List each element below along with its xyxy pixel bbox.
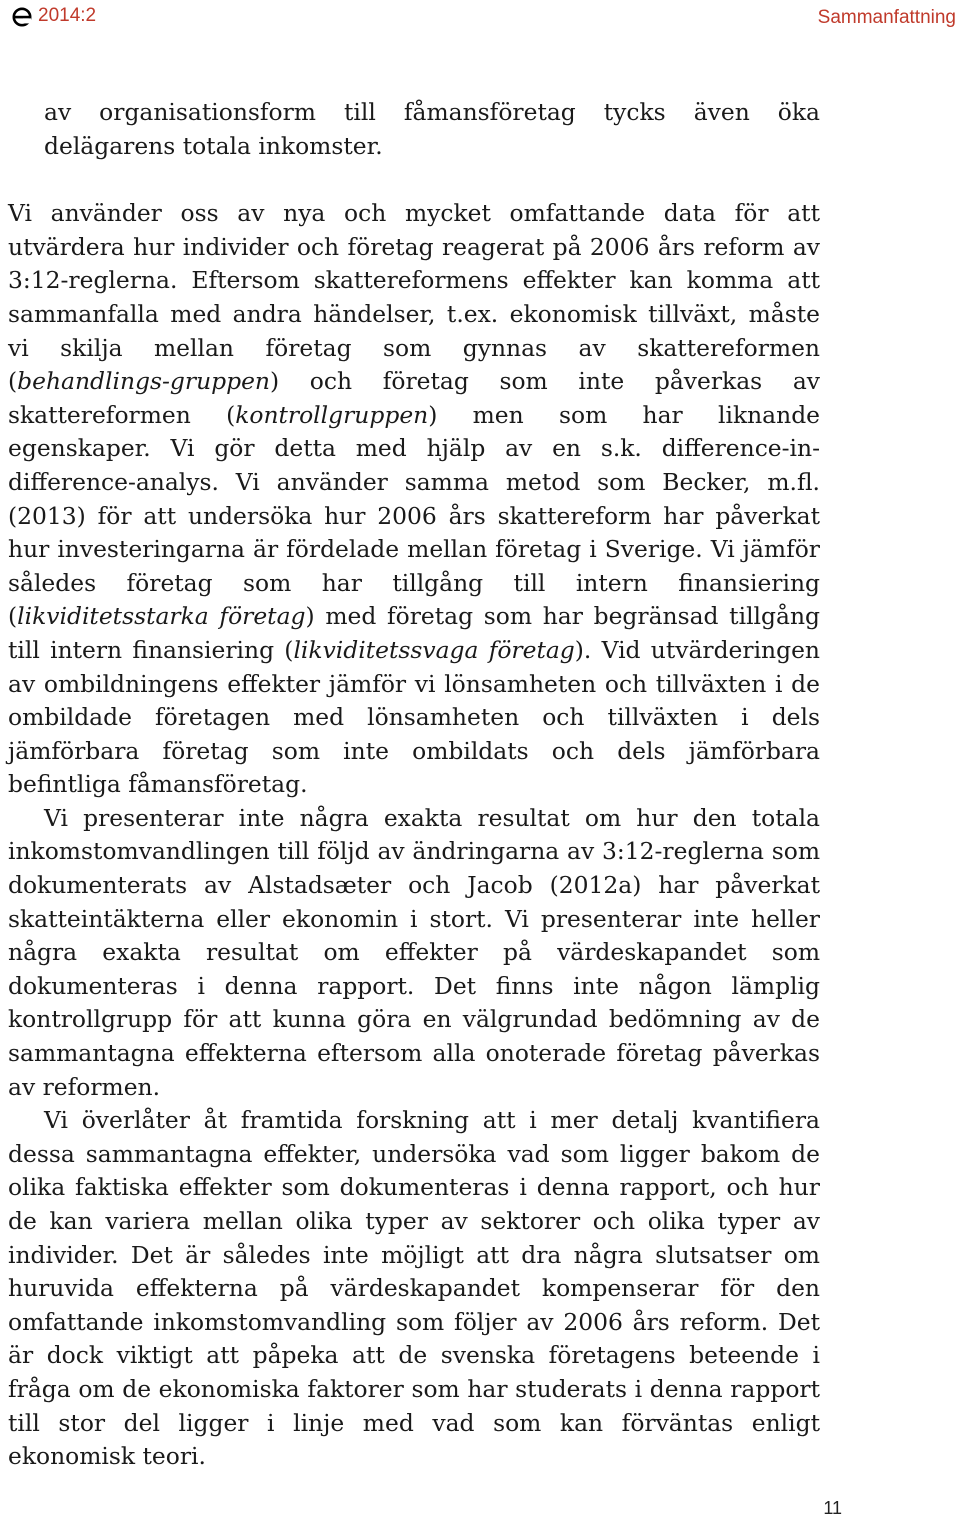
text-segment: Vi överlåter åt framtida forskning att i mer detalj kvantifiera dessa sammantagna effekter, undersöka vad som ligger bakom de olika faktiska effekter som dokumenteras i denna rapport, och hur de kan variera mellan olika typer av sektorer och olika typer av individer. Det är således inte möjligt att dra några slutsatser om huruvida effekterna på värdeskapandet kompenserar för den omfattande inkomstomvandling som följer av 2006 års reform. Det är dock viktigt att påpeka att de svenska företagens beteende i fråga om de ekonomiska faktorer som har studerats i denna rapport till stor del ligger i linje med vad som kan förväntas enligt ekonomisk teori. bbox=[8, 1106, 820, 1471]
italic-term: likviditetsstarka företag bbox=[17, 602, 306, 631]
header-logo bbox=[12, 5, 96, 27]
italic-term: likviditetssvaga företag bbox=[293, 635, 575, 664]
paragraph-4 bbox=[8, 1104, 820, 1474]
text-segment: ) och företag som inte påverkas av skattereformen ( bbox=[8, 367, 820, 429]
text-segment: Vi använder oss av nya och mycket omfattande data för att utvärdera hur individer och företag reagerat på 2006 års reform av 3:12-reglerna. Eftersom skattereformens effekter kan komma att sammanfalla med andra händelser, t.ex. ekonomisk tillväxt, måste vi skilja mellan företag som gynnas av skattereformen ( bbox=[8, 199, 820, 396]
body-text bbox=[8, 96, 820, 1474]
text-segment: ) men som har liknande egenskaper. Vi gör detta med hjälp av en s.k. difference-in-difference-analys. Vi använder samma metod som Becker, m.fl. (2013) för att undersöka hur 2006 års skattereform har påverkat hur investeringarna är fördelade mellan företag i Sverige. Vi jämför således företag som har tillgång till intern finansiering ( bbox=[8, 400, 821, 631]
section-title: Sammanfattning bbox=[817, 7, 956, 28]
text-segment: ) med företag som har begränsad tillgång till intern finansiering ( bbox=[8, 602, 820, 664]
text-segment: Vi presenterar inte några exakta resultat om hur den totala inkomstomvandlingen till följd av ändringarna av 3:12-reglerna som dokumenterats av Alstadsæter och Jacob (2012a) har påverkat skatteintäkterna eller ekonomin i stort. Vi presenterar inte heller några exakta resultat om effekter på värdeskapandet som dokumenteras i denna rapport. Det finns inte någon lämplig kontrollgrupp för att kunna göra en välgrundad bedömning av de sammantagna effekterna eftersom alla onoterade företag påverkas av reformen. bbox=[8, 803, 820, 1101]
italic-term: kontrollgruppen bbox=[235, 400, 429, 429]
paragraph-2 bbox=[8, 197, 820, 802]
issue-number: 2014:2 bbox=[38, 5, 97, 26]
page-header bbox=[0, 0, 960, 40]
text-segment: ). Vid utvärderingen av ombildningens effekter jämför vi lönsamheten och tillväxten i de ombildade företagen med lönsamheten och tillväxten i dels jämförbara företag som inte ombildats och dels jämförbara befintliga fåmansföretag. bbox=[8, 635, 820, 799]
paragraph-1 bbox=[8, 96, 820, 163]
text-segment: av organisationsform till fåmansföretag tycks även öka delägarens totala inkomster. bbox=[44, 98, 820, 160]
paragraph-3 bbox=[8, 802, 820, 1104]
italic-term: behandlings-gruppen bbox=[17, 367, 270, 396]
page-number: 11 bbox=[823, 1498, 842, 1518]
publisher-logo-icon bbox=[12, 5, 32, 27]
